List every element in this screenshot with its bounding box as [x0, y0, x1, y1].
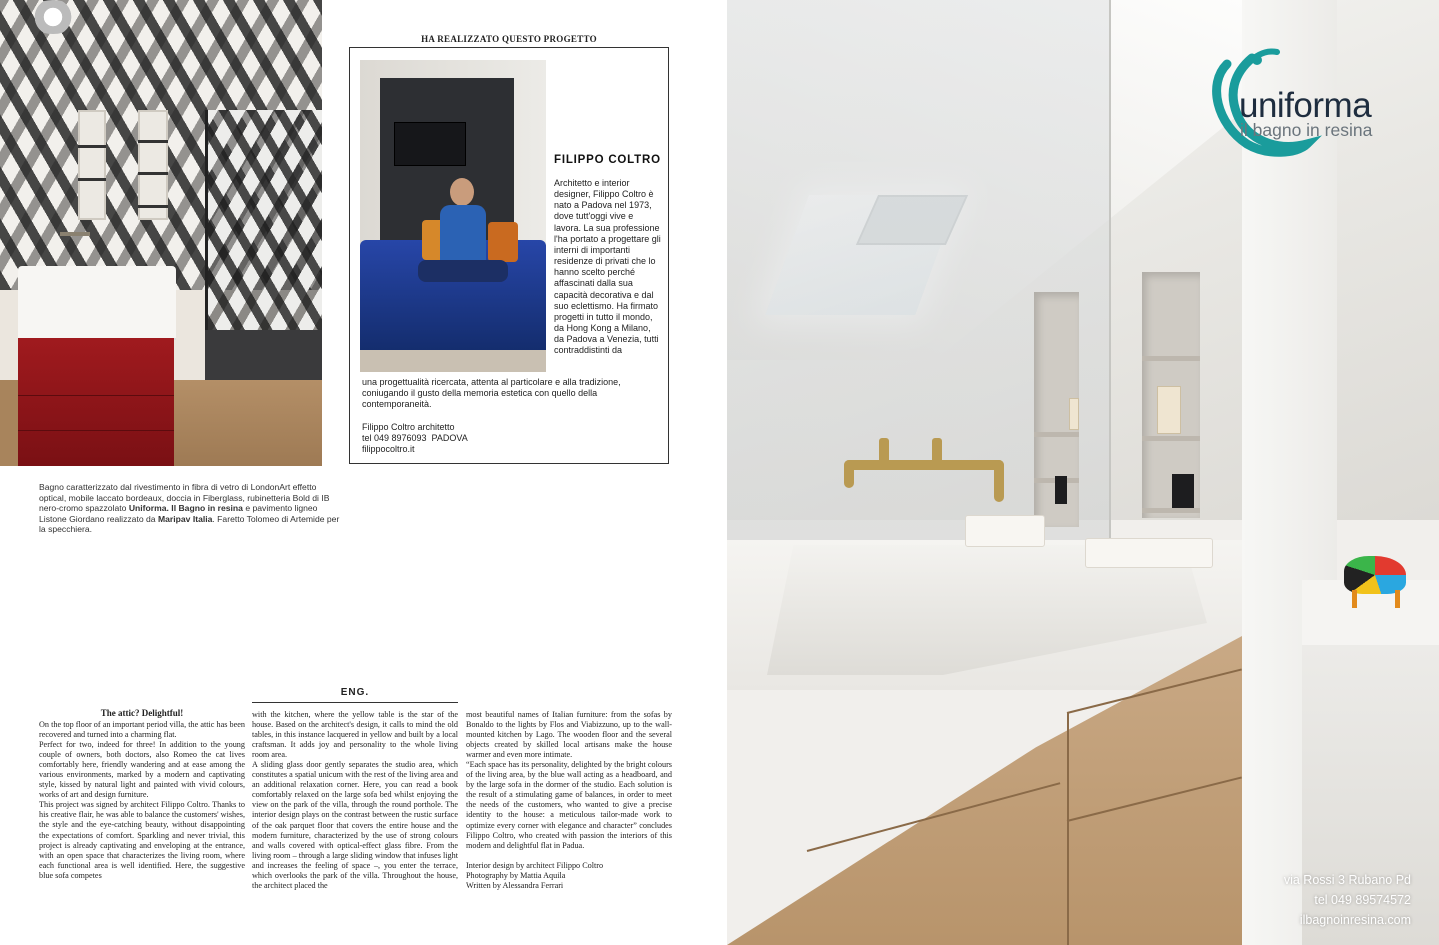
towel: [965, 515, 1045, 547]
english-heading: ENG.: [340, 687, 370, 698]
architect-bio: Architetto e interior designer, Filippo Coltro è nato a Padova nel 1973, dove tutt'oggi vive e lavora. La sua professione l'ha portato a progettare gli interni di importanti residenze di privati che lo hanno scelto perché affascinati dalla sua capacità decorativa e dal suo eclettismo. Ha firmato progetti in tutto il mondo, da Hong Kong a Milano, da Padova a Venezia, tutti contraddistinti da: [554, 178, 661, 356]
contact-website[interactable]: filippocoltro.it: [362, 444, 415, 455]
logo-tagline: il bagno in resina: [1240, 120, 1373, 140]
address-phone: tel 049 89574572: [1314, 893, 1411, 907]
brass-faucet: [844, 460, 1004, 470]
architect-name: FILIPPO COLTRO: [554, 154, 661, 166]
architect-bio-continued: una progettualità ricercata, attenta al particolare e alla tradizione, coniugando il gusto della memoria estetica con quello della contemporaneità.: [362, 377, 621, 410]
address-street: via Rossi 3 Rubano Pd: [1283, 873, 1411, 887]
towel-2: [1085, 538, 1213, 568]
credits: Interior design by architect Filippo Coltro Photography by Mattia Aquila Written by Alessandra Ferrari: [466, 860, 604, 890]
company-address: [1284, 870, 1411, 930]
bathroom-photo-left: [0, 0, 322, 466]
english-divider: [252, 702, 458, 703]
architect-contact: [362, 422, 662, 456]
profile-section-title: HA REALIZZATO QUESTO PROGETTO: [421, 34, 597, 44]
address-website[interactable]: ilbagnoinresina.com: [1299, 913, 1411, 927]
uniforma-logo: [1207, 44, 1427, 164]
english-column-1: On the top floor of an important period villa, the attic has been recovered and turned into a charming flat. Perfect for two, indeed for three! In addition to the young couple of owners, both doctors, also Romeo the cat lives comfortably here, friendly wandering and at ease among the various environments, marked by a modern and captivating style, kissed by natural light and painted with vivid colours, works of art and design furniture. This project was signed by architect Filippo Coltro. Thanks to his creative flair, he was able to balance the customers' wishes, the style and the eye-catching beauty, without disappointing the expectations of comfort. Sparkling and never trivial, this project is already captivating and enveloping at the entrance, with an open space that characterizes the living room, where each functional area is well identified. Here, the suggestive blue sofa competes: [39, 720, 245, 880]
english-column-2: with the kitchen, where the yellow table is the star of the house. Based on the architect's design, it calls to mind the old tables, in this instance lacquered in yellow and built by a local craftsman. It adds joy and personality to the whole living room area. A sliding glass door gently separates the studio area, which constitutes a spatial unicum with the rest of the living area and an additional relaxation corner. Here, you can read a book comfortably relaxed on the large sofa bed whilst enjoying the view on the park of the villa, through the round porthole. The interior design plays on the contrast between the rustic surface of the oak parquet floor that covers the entire house and the modern furniture, characterized by the use of strong colours and walls covered with optical-effect glass fibre. From the living room – through a large sliding window that infuses light and increases the feeling of space –, you enter the terrace, which overlooks the park of the villa. Throughout the house, the architect placed the: [252, 710, 458, 890]
english-subtitle: The attic? Delightful!: [100, 708, 184, 718]
english-column-3: most beautiful names of Italian furniture: from the sofas by Bonaldo to the lights by Flos and Viabizzuno, up to the wall-mounted kitchen by Lago. The wooden floor and the several objects created by skilled local artisans make the house warmer and even more intimate. “Each space has its personality, delighted by the bright colours of the living area, by the blue wall acting as a headboard, and by the large sofa in the dormer of the studio. Each solution is the result of a stimulating game of balances, in order to meet the needs of the customers, who wanted to give a precise identity to the house: a meticulous tailor-made work to optimize every corner with elegance and character” concludes Filippo Coltro, who created with passion the interiors of this modern and delightful flat in Padua. Interior design by architect Filippo Coltro Photography by Mattia Aquila Written by Alessandra Ferrari: [466, 710, 672, 890]
photo-caption: Bagno caratterizzato dal rivestimento in fibra di vetro di LondonArt effetto optical, mobile laccato bordeaux, doccia in Fiberglass, rubinetteria Bold di IB nero-cromo spazzolato Uniforma. Il Bagno in resina e pavimento ligneo Listone Giordano realizzato da Maripav Italia. Faretto Tolomeo di Artemide per la specchiera.: [39, 482, 340, 535]
right-page-photo: [727, 0, 1439, 945]
architect-portrait: [360, 60, 546, 372]
decorative-bull: [1344, 556, 1406, 594]
contact-name: Filippo Coltro architetto: [362, 422, 455, 432]
logo-name: uniforma: [1239, 86, 1372, 125]
contact-phone: tel 049 8976093 PADOVA: [362, 433, 468, 444]
profile-box: [349, 47, 669, 464]
